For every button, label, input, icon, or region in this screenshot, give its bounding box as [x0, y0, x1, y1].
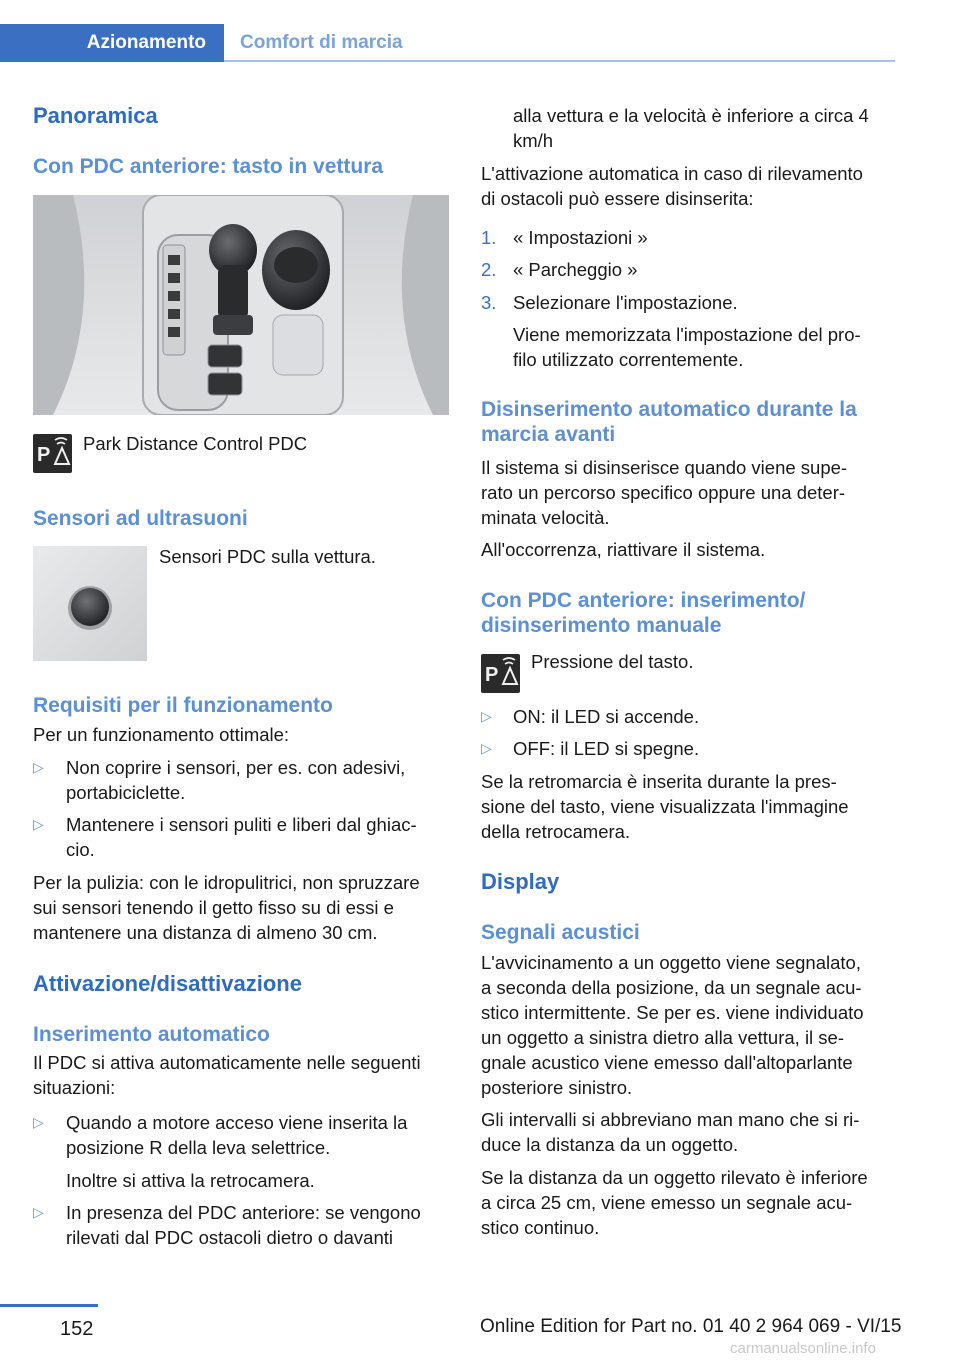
edition-text: Online Edition for Part no. 01 40 2 964 069 - VI/15 [480, 1316, 902, 1337]
req-bullet-1-line-1: Non coprire i sensori, per es. con adesivi, [66, 757, 406, 778]
bullet-triangle-icon: ▷ [481, 740, 492, 756]
bullet-triangle-icon: ▷ [33, 759, 44, 775]
auto-off-line-4: All'occorrenza, riattivare il sistema. [481, 539, 766, 560]
acoustic-line-1: L'avvicinamento a un oggetto viene segnalato, [481, 952, 861, 973]
auto-off-line-3: minata velocità. [481, 507, 610, 528]
heading-sensori: Sensori ad ultrasuoni [33, 507, 248, 530]
disable-line-1: L'attivazione automatica in caso di rilevamento [481, 163, 863, 184]
acoustic-line-5: gnale acustico viene emesso dall'altoparlante [481, 1052, 853, 1073]
footer-rule [0, 1304, 98, 1307]
pdc-button-icon [33, 434, 72, 473]
continuous-line-2: a circa 25 cm, viene emesso un segnale acu‐ [481, 1192, 853, 1213]
header-tabs [0, 24, 895, 62]
heading-pdc-key: Con PDC anteriore: tasto in vettura [33, 155, 384, 178]
center-console-photo [33, 195, 449, 415]
heading-display: Display [481, 869, 560, 894]
bullet-triangle-icon: ▷ [33, 1204, 44, 1220]
heading-auto-off-line-1: Disinserimento automatico durante la [481, 398, 857, 421]
sensors-text: Sensori PDC sulla vettura. [159, 546, 376, 567]
continuation-line-1: alla vettura e la velocità è inferiore a circa 4 [513, 105, 869, 126]
reverse-line-1: Se la retromarcia è inserita durante la pres‐ [481, 771, 837, 792]
tab-divider [224, 60, 895, 62]
heading-attivazione: Attivazione/disattivazione [33, 971, 302, 996]
step-3-note-line-2: filo utilizzato correntemente. [513, 349, 744, 370]
bullet-triangle-icon: ▷ [33, 1114, 44, 1130]
auto-bullet-1-line-1: Quando a motore acceso viene inserita la [66, 1112, 408, 1133]
step-1: « Impostazioni » [513, 227, 648, 248]
svg-text:P: P [37, 444, 51, 466]
auto-bullet-1-line-3: Inoltre si attiva la retrocamera. [66, 1170, 315, 1191]
req-bullet-2-line-1: Mantenere i sensori puliti e liberi dal ghiac‐ [66, 814, 417, 835]
heading-panoramica: Panoramica [33, 103, 158, 128]
auto-line-2: situazioni: [33, 1077, 116, 1098]
acoustic-line-4: un oggetto a sinistra dietro alla vettura, il se‐ [481, 1027, 844, 1048]
auto-bullet-2-line-2: rilevati dal PDC ostacoli dietro o davanti [66, 1227, 393, 1248]
svg-text:P: P [485, 664, 499, 686]
auto-off-line-2: rato un percorso specifico oppure una deter‐ [481, 482, 846, 503]
manual-press-text: Pressione del tasto. [531, 651, 694, 672]
tab-comfort-di-marcia[interactable]: Comfort di marcia [240, 32, 403, 53]
step-3: Selezionare l'impostazione. [513, 292, 738, 313]
continuation-line-2: km/h [513, 130, 554, 151]
interval-line-2: duce la distanza da un oggetto. [481, 1134, 739, 1155]
off-text: OFF: il LED si spegne. [513, 738, 700, 759]
watermark: carmanualsonline.info [730, 1340, 876, 1357]
continuous-line-3: stico continuo. [481, 1217, 600, 1238]
auto-bullet-2-line-1: In presenza del PDC anteriore: se vengono [66, 1202, 421, 1223]
on-text: ON: il LED si accende. [513, 706, 700, 727]
reverse-line-3: della retrocamera. [481, 821, 631, 842]
step-number: 1. [481, 227, 497, 248]
bullet-triangle-icon: ▷ [481, 708, 492, 724]
heading-manual-line-2: disinserimento manuale [481, 614, 722, 637]
auto-bullet-1-line-2: posizione R della leva selettrice. [66, 1137, 331, 1158]
cleaning-line-2: sui sensori tenendo il getto fisso su di essi e [33, 897, 394, 918]
bullet-triangle-icon: ▷ [33, 816, 44, 832]
acoustic-line-2: a seconda della posizione, da un segnale acu‐ [481, 977, 862, 998]
requirements-intro: Per un funzionamento ottimale: [33, 724, 290, 745]
heading-auto-off-line-2: marcia avanti [481, 423, 616, 446]
tab-azionamento[interactable]: Azionamento [0, 24, 224, 62]
step-2: « Parcheggio » [513, 259, 638, 280]
reverse-line-2: sione del tasto, viene visualizzata l'immagine [481, 796, 849, 817]
acoustic-line-6: posteriore sinistro. [481, 1077, 633, 1098]
continuous-line-1: Se la distanza da un oggetto rilevato è inferiore [481, 1167, 868, 1188]
step-number: 2. [481, 259, 497, 280]
page-number: 152 [60, 1318, 94, 1340]
step-3-note-line-1: Viene memorizzata l'impostazione del pro‐ [513, 324, 861, 345]
heading-manual-line-1: Con PDC anteriore: inserimento/ [481, 589, 806, 612]
disable-line-2: di ostacoli può essere disinserita: [481, 188, 754, 209]
acoustic-line-3: stico intermittente. Se per es. viene individuato [481, 1002, 864, 1023]
auto-line-1: Il PDC si attiva automaticamente nelle seguenti [33, 1052, 421, 1073]
heading-segnali-acustici: Segnali acustici [481, 921, 640, 944]
auto-off-line-1: Il sistema si disinserisce quando viene supe‐ [481, 457, 848, 478]
pdc-label: Park Distance Control PDC [83, 433, 308, 454]
heading-inserimento-automatico: Inserimento automatico [33, 1023, 270, 1046]
req-bullet-2-line-2: cio. [66, 839, 95, 860]
interval-line-1: Gli intervalli si abbreviano man mano che si ri‐ [481, 1109, 860, 1130]
req-bullet-1-line-2: portabiciclette. [66, 782, 186, 803]
heading-requisiti: Requisiti per il funzionamento [33, 694, 333, 717]
cleaning-line-3: mantenere una distanza di almeno 30 cm. [33, 922, 378, 943]
ultrasonic-sensor-photo [33, 546, 147, 661]
step-number: 3. [481, 292, 497, 313]
cleaning-line-1: Per la pulizia: con le idropulitrici, non spruzzare [33, 872, 420, 893]
pdc-button-icon [481, 654, 520, 693]
